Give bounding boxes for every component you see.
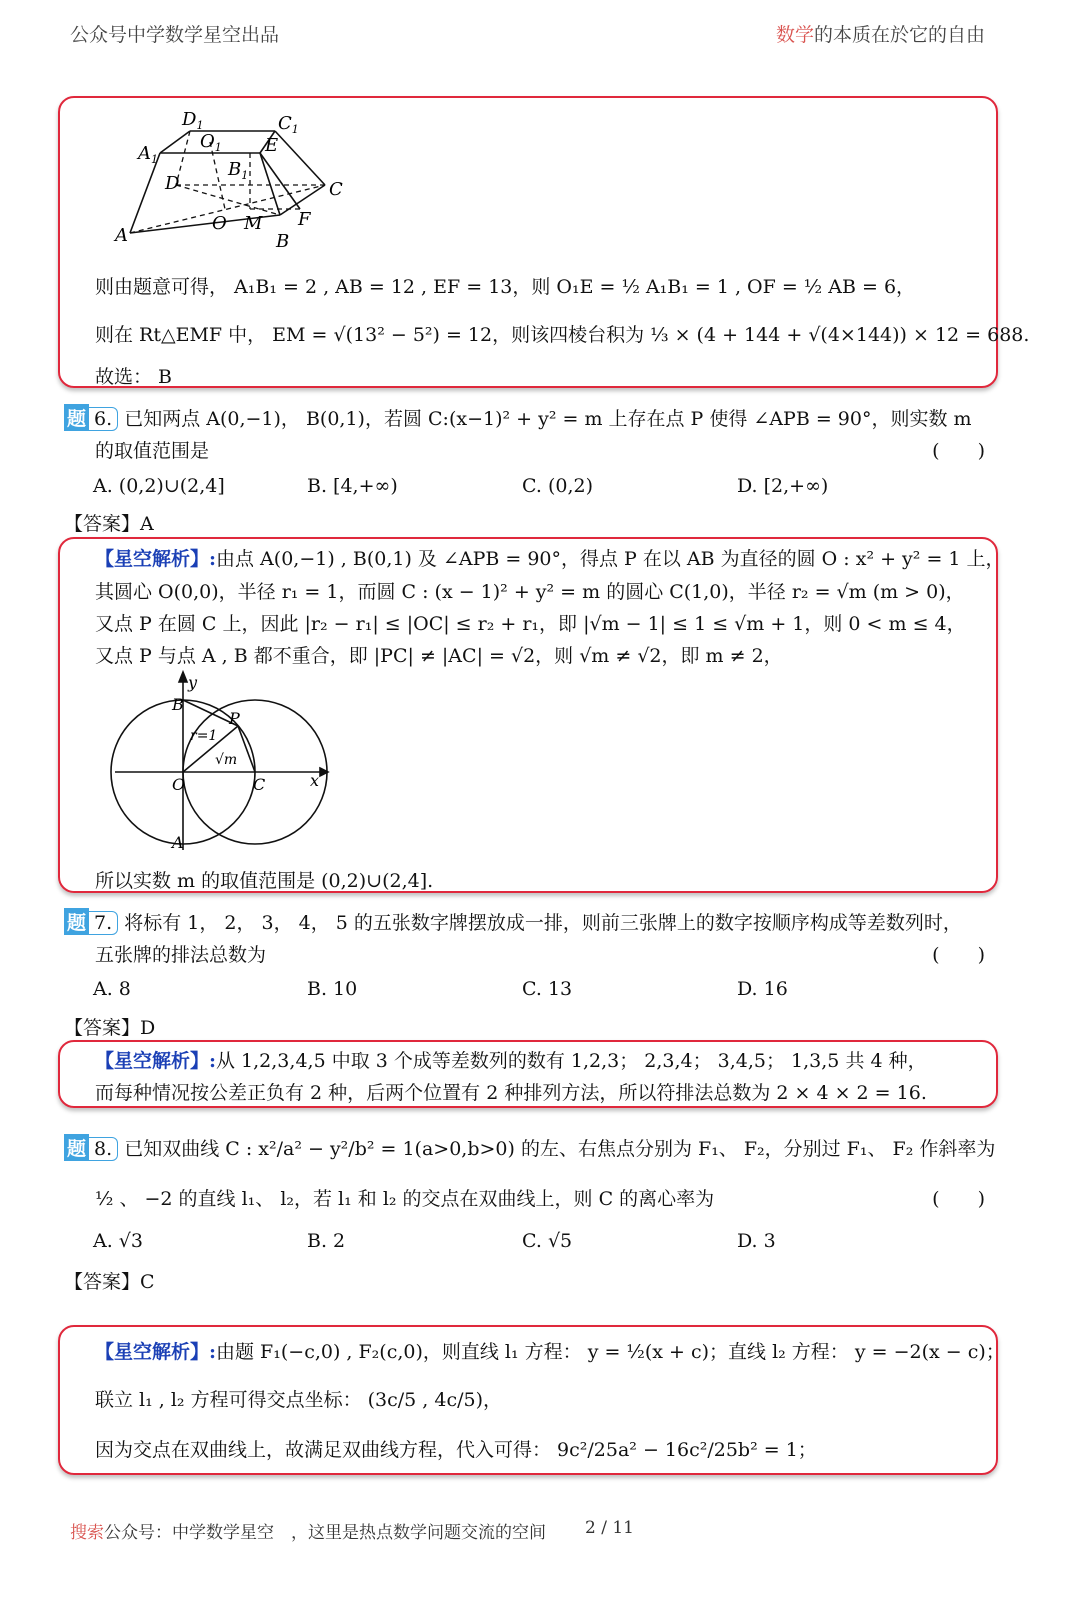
answer-paren: ( ) (932, 1188, 985, 1210)
label-B1: $B_1$ (228, 159, 249, 182)
question-tag: 题 (64, 1134, 89, 1161)
answer-8: 【答案】C (64, 1271, 155, 1293)
option-a: A. (0,2)∪(2,4] (93, 475, 225, 497)
box3-line1 (95, 1046, 927, 1073)
label-M: M (244, 213, 263, 234)
option-d: D. 3 (737, 1230, 776, 1252)
page-number: 2 / 11 (585, 1518, 634, 1538)
label-sqrt-m: √m (215, 752, 238, 768)
label-E: E (265, 135, 279, 156)
box3-line1-text: 从 1,2,3,4,5 中取 3 个成等差数列的数有 1,2,3； 2,3,4； 3,4,5； 1,3,5 共 4 种， (216, 1050, 927, 1072)
label-C: C (329, 179, 343, 200)
answer-paren: ( ) (932, 944, 985, 966)
option-d: D. 16 (737, 978, 788, 1000)
label-O-circ: O (172, 775, 186, 794)
box4-line3: 因为交点在双曲线上，故满足双曲线方程，代入可得： 9c²/25a² − 16c²/25b² = 1； (95, 1439, 817, 1461)
footer (70, 1518, 546, 1543)
footer-red: 搜索 (70, 1523, 104, 1543)
label-B-circ: B (172, 695, 184, 714)
analysis-tag: 【星空解析】: (95, 1050, 217, 1072)
question-8-line2: ½ 、 −2 的直线 l₁、 l₂，若 l₁ 和 l₂ 的交点在双曲线上，则 C 的离心率为 (95, 1188, 715, 1210)
option-c: C. 13 (522, 978, 573, 1000)
question-tag: 题 (64, 908, 89, 935)
question-8-text: 已知双曲线 C : x²/a² − y²/b² = 1(a>0,b>0) 的左、右焦点分别为 F₁、 F₂，分别过 F₁、 F₂ 作斜率为 (124, 1138, 996, 1160)
frustum-figure (110, 105, 360, 255)
box1-line2: 则在 Rt△EMF 中， EM = √(13² − 5²) = 12，则该四棱台积为 ⅓ × (4 + 144 + √(4×144)) × 12 = 688. (95, 324, 1030, 346)
label-C-circ: C (253, 775, 266, 794)
box2-line3: 又点 P 在圆 C 上，因此 |r₂ − r₁| ≤ |OC| ≤ r₂ + r₁，即 |√m − 1| ≤ 1 ≤ √m + 1，则 0 < m ≤ 4， (95, 613, 966, 635)
label-D1: $D_1$ (182, 109, 204, 132)
box4-line1 (95, 1337, 1005, 1364)
circles-figure (110, 668, 335, 853)
option-a: A. √3 (93, 1230, 143, 1252)
box2-line1-text: 由点 A(0,−1) , B(0,1) 及 ∠APB = 90°，得点 P 在以 AB 为直径的圆 O : x² + y² = 1 上， (216, 548, 1005, 570)
question-tag: 题 (64, 404, 89, 431)
header-left: 公众号中学数学星空出品 (70, 24, 280, 46)
question-number: 6. (89, 407, 118, 431)
option-b: B. 10 (307, 978, 358, 1000)
label-D: D (165, 173, 180, 194)
option-a: A. 8 (93, 978, 131, 1000)
box1-line1: 则由题意可得， A₁B₁ = 2 , AB = 12 , EF = 13，则 O₁E = ½ A₁B₁ = 1 , OF = ½ AB = 6， (95, 276, 916, 298)
box3-line2: 而每种情况按公差正负有 2 种，后两个位置有 2 种排列方法，所以符排法总数为 2 × 4 × 2 = 16. (95, 1082, 927, 1104)
option-c: C. √5 (522, 1230, 573, 1252)
label-O1: $O_1$ (200, 131, 222, 154)
label-B: B (276, 231, 290, 252)
answer-7: 【答案】D (64, 1017, 156, 1039)
answer-6: 【答案】A (64, 513, 154, 535)
label-P: P (229, 709, 240, 728)
header-right-red: 数学 (775, 24, 814, 46)
label-A1: $A_1$ (138, 143, 158, 166)
box2-line5: 所以实数 m 的取值范围是 (0,2)∪(2,4]. (95, 870, 434, 892)
answer-paren: ( ) (932, 440, 985, 462)
label-y: y (188, 673, 198, 692)
label-O: O (212, 213, 227, 234)
label-F: F (298, 209, 311, 230)
option-c: C. (0,2) (522, 475, 593, 497)
label-A-circ: A (172, 833, 184, 852)
option-b: B. [4,+∞) (307, 475, 398, 497)
label-A: A (115, 225, 128, 246)
analysis-tag: 【星空解析】: (95, 1341, 217, 1363)
box4-line2: 联立 l₁ , l₂ 方程可得交点坐标： (3c/5 , 4c/5)， (95, 1389, 503, 1411)
question-7-line2: 五张牌的排法总数为 (95, 944, 267, 966)
label-C1: $C_1$ (278, 113, 299, 136)
option-d: D. [2,+∞) (737, 475, 829, 497)
box4-line1-text: 由题 F₁(−c,0) , F₂(c,0)，则直线 l₁ 方程： y = ½(x + c)；直线 l₂ 方程： y = −2(x − c)； (216, 1341, 1005, 1363)
question-7-line1 (64, 908, 962, 935)
header-right-rest: 的本质在於它的自由 (813, 24, 985, 46)
box2-line1 (95, 544, 1005, 571)
option-b: B. 2 (307, 1230, 346, 1252)
box2-line2: 其圆心 O(0,0)，半径 r₁ = 1，而圆 C : (x − 1)² + y² = m 的圆心 C(1,0)，半径 r₂ = √m (m > 0)， (95, 581, 965, 603)
header-right (776, 20, 985, 47)
analysis-tag: 【星空解析】: (95, 548, 217, 570)
question-7-text: 将标有 1， 2， 3， 4， 5 的五张数字牌摆放成一排，则前三张牌上的数字按顺序构成等差数列时， (124, 912, 962, 934)
question-number: 8. (89, 1137, 118, 1161)
question-8-line1 (64, 1134, 995, 1161)
question-6-line2: 的取值范围是 (95, 440, 210, 462)
question-6-line1 (64, 404, 972, 431)
footer-text: 公众号：中学数学星空 ，这里是热点数学问题交流的空间 (104, 1523, 546, 1543)
label-x: x (310, 771, 320, 790)
question-6-text: 已知两点 A(0,−1)， B(0,1)，若圆 C:(x−1)² + y² = m 上存在点 P 使得 ∠APB = 90°，则实数 m (124, 408, 972, 430)
label-r1: r=1 (190, 728, 218, 744)
box1-line3: 故选： B (95, 366, 173, 388)
box2-line4: 又点 P 与点 A , B 都不重合，即 |PC| ≠ |AC| = √2，则 √m ≠ √2，即 m ≠ 2， (95, 645, 783, 667)
question-number: 7. (89, 911, 118, 935)
